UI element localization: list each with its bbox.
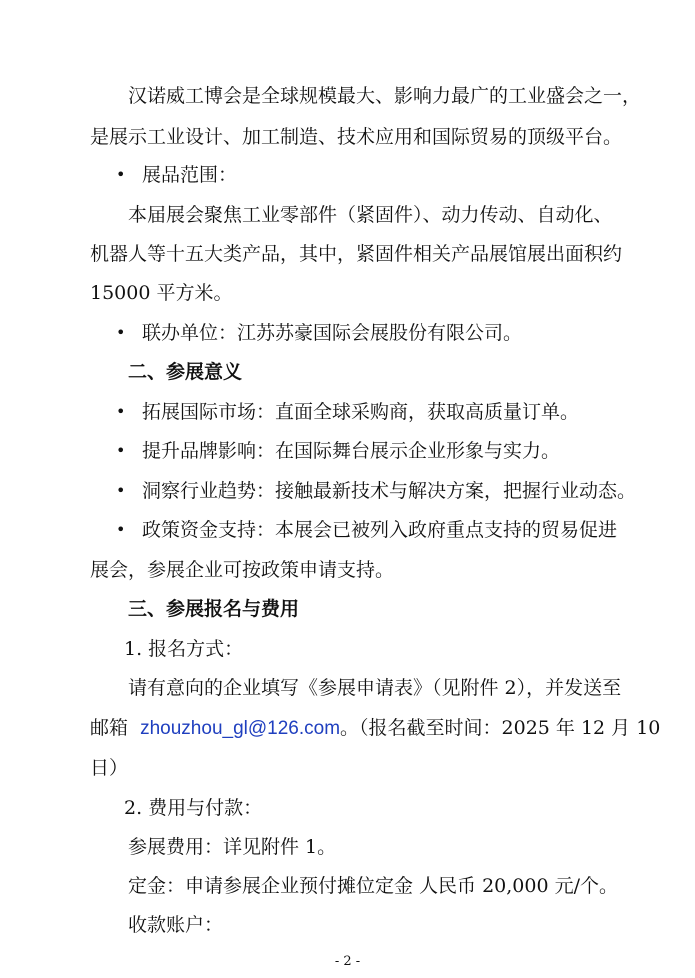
- bullet-icon: •: [116, 402, 126, 421]
- deposit-line: 定金：申请参展企业预付摊位定金 人民币 20,000 元/个。: [128, 875, 619, 897]
- benefit-item: 拓展国际市场：直面全球采购商，获取高质量订单。: [142, 401, 580, 423]
- intro-paragraph-line: 是展示工业设计、加工制造、技术应用和国际贸易的顶级平台。: [90, 126, 623, 148]
- page-number: - 2 -: [334, 954, 361, 969]
- deadline-text: 。（报名截至时间：2025 年 12 月 10: [340, 717, 661, 739]
- scope-paragraph-line: 15000 平方米。: [90, 282, 233, 304]
- scope-label: 展品范围：: [142, 164, 238, 186]
- benefit-item: 政策资金支持：本展会已被列入政府重点支持的贸易促进: [142, 519, 618, 541]
- section-heading: 三、参展报名与费用: [128, 598, 300, 620]
- scope-paragraph-line: 机器人等十五大类产品，其中，紧固件相关产品展馆展出面积约: [90, 243, 623, 265]
- co-organizer-line: 联办单位：江苏苏豪国际会展股份有限公司。: [142, 322, 523, 344]
- bullet-icon: •: [116, 165, 126, 184]
- apply-paragraph-line: 日）: [90, 757, 129, 779]
- bullet-icon: •: [116, 481, 126, 500]
- apply-paragraph-line: [90, 716, 660, 741]
- benefit-item-continuation: 展会，参展企业可按政策申请支持。: [90, 559, 395, 581]
- apply-paragraph-line: 请有意向的企业填写《参展申请表》（见附件 2），并发送至: [128, 677, 622, 699]
- email-prefix: 邮箱: [90, 717, 129, 739]
- bullet-icon: •: [116, 323, 126, 342]
- numbered-item-label: 1. 报名方式：: [124, 638, 244, 660]
- scope-paragraph-line: 本届展会聚焦工业零部件（紧固件）、动力传动、自动化、: [128, 204, 613, 226]
- numbered-item-label: 2. 费用与付款：: [124, 797, 263, 819]
- section-heading: 二、参展意义: [128, 361, 243, 383]
- benefit-item: 提升品牌影响：在国际舞台展示企业形象与实力。: [142, 440, 561, 462]
- email-link[interactable]: zhouzhou_gl@126.com: [140, 718, 341, 739]
- bullet-icon: •: [116, 441, 126, 460]
- intro-paragraph-line: 汉诺威工博会是全球规模最大、影响力最广的工业盛会之一，: [128, 85, 642, 107]
- fee-line: 参展费用：详见附件 1。: [128, 836, 337, 858]
- account-line: 收款账户：: [128, 914, 224, 936]
- benefit-item: 洞察行业趋势：接触最新技术与解决方案，把握行业动态。: [142, 480, 637, 502]
- bullet-icon: •: [116, 520, 126, 539]
